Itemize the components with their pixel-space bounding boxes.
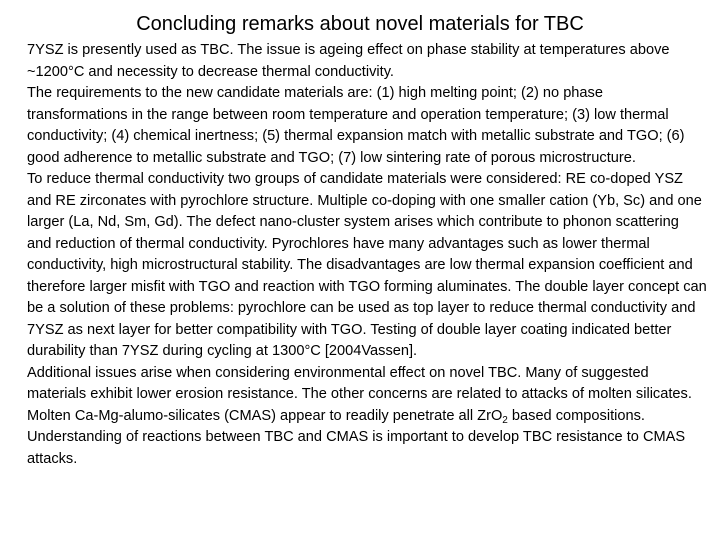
paragraph-current-status: 7YSZ is presently used as TBC. The issue is ageing effect on phase stability at temperatures above ~1200°C and necessity to decrease thermal conductivity. — [27, 42, 670, 80]
paragraph-environmental-text-start: Additional issues arise when considering environmental effect on novel TBC. Many of suggested materials exhibit lower erosion resistance. The other concerns are related to attacks of molten silicates. Molten Ca-Mg-alumo-silicates (CMAS) appear to readily penetrate all Zr — [27, 364, 692, 424]
paragraph-environmental-text-end: based compositions. Understanding of reactions between TBC and CMAS is important to develop TBC resistance to CMAS attacks. — [27, 407, 686, 467]
formula-subscript: 2 — [502, 414, 508, 426]
paragraph-requirements: The requirements to the new candidate materials are: (1) high melting point; (2) no phase transformations in the range between room temperature and operation temperature; (3) low thermal conductivity; (4) chemical inertness; (5) thermal expansion match with metallic substrate and TGO; (6) good adherence to metallic substrate and TGO; (7) low sintering rate of porous microstructure. — [27, 85, 685, 166]
paragraph-thermal-conductivity: To reduce thermal conductivity two groups of candidate materials were considered: RE co-doped YSZ and RE zirconates with pyrochlore structure. Multiple co-doping with one smaller cation (Yb, Sc) and one larger (La, Nd, Sm, Gd). The defect nano-cluster system arises which contribute to phonon scattering and reduction of thermal conductivity. Pyrochlores have many advantages such as lower thermal conductivity, high microstructural stability. The disadvantages are low thermal expansion coefficient and therefore larger misfit with TGO and reaction with TGO forming aluminates. The double layer concept can be a solution of these problems: pyrochlore can be used as top layer to reduce thermal conductivity and 7YSZ as next layer for better compatibility with TGO. Testing of double layer coating indicated better durability than 7YSZ during cycling at 1300°C [2004Vassen]. — [27, 171, 707, 359]
paragraph-environmental-issues — [27, 363, 707, 471]
slide-body — [27, 40, 707, 470]
formula-oxygen: O — [490, 407, 503, 424]
slide-title: Concluding remarks about novel materials for TBC — [136, 13, 584, 35]
